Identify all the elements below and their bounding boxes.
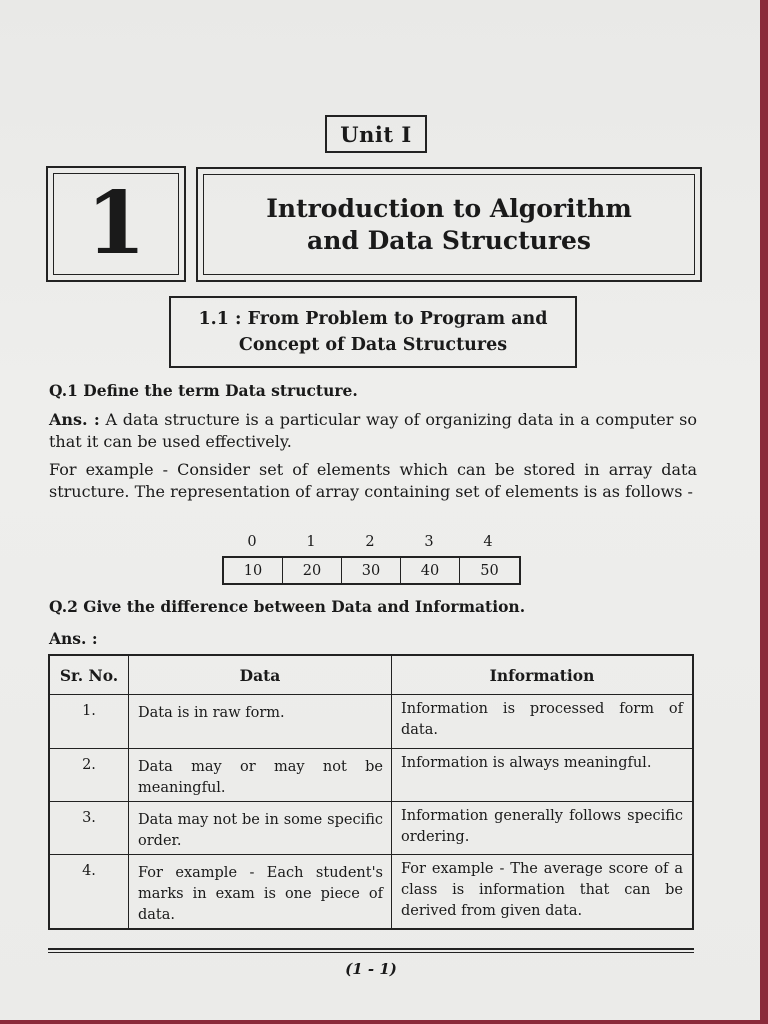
array-index: 3: [424, 534, 434, 550]
array-cell: 20: [283, 558, 342, 583]
chapter-title-line1: Introduction to Algorithm: [266, 193, 632, 223]
array-cell: 30: [342, 558, 401, 583]
table-cell-info: For example - The average score of a class is information that can be derived from given data.: [392, 855, 694, 930]
table-cell-sr: 2.: [49, 749, 129, 802]
section-heading: [169, 296, 577, 368]
table-header: Data: [129, 655, 392, 695]
chapter-number: 1: [53, 173, 179, 275]
question-1: Q.1 Define the term Data structure.: [49, 381, 358, 400]
table-cell-data: Data is in raw form.: [129, 695, 392, 749]
answer-1-label: Ans. :: [49, 410, 100, 429]
table-row: [49, 695, 693, 749]
answer-2-label: Ans. :: [49, 629, 98, 648]
table-cell-info: Information is processed form of data.: [392, 695, 694, 749]
table-header: Sr. No.: [49, 655, 129, 695]
table-cell-data: Data may or may not be meaningful.: [129, 749, 392, 802]
array-diagram: [222, 556, 521, 585]
chapter-title-box: [196, 167, 702, 282]
table-row: [49, 855, 693, 930]
table-header: Information: [392, 655, 694, 695]
array-cell: 10: [224, 558, 283, 583]
footer-rule: [48, 948, 694, 950]
unit-label: Unit I: [325, 115, 427, 153]
table-cell-sr: 3.: [49, 802, 129, 855]
table-header-row: [49, 655, 693, 695]
section-heading-line2: Concept of Data Structures: [238, 335, 508, 355]
section-heading-line1: 1.1 : From Problem to Program and: [198, 309, 548, 329]
array-cell: 40: [401, 558, 460, 583]
chapter-title-line2: and Data Structures: [307, 225, 591, 255]
chapter-number-box: [46, 166, 186, 282]
chapter-title: [203, 174, 695, 275]
array-index: 0: [247, 534, 257, 550]
answer-1-example: For example - Consider set of elements which can be stored in array data structure. The representation of array containing set of elements is as follows -: [49, 460, 697, 501]
answer-1: [49, 409, 697, 453]
table-row: [49, 802, 693, 855]
difference-table: [48, 654, 694, 930]
table-cell-sr: 4.: [49, 855, 129, 930]
array-index: 1: [306, 534, 316, 550]
table-cell-data: For example - Each student's marks in exam is one piece of data.: [129, 855, 392, 930]
table-cell-sr: 1.: [49, 695, 129, 749]
array-index: 4: [483, 534, 493, 550]
footer-rule-thin: [48, 952, 694, 953]
table-cell-info: Information generally follows specific ordering.: [392, 802, 694, 855]
table-row: [49, 749, 693, 802]
answer-1-text: A data structure is a particular way of organizing data in a computer so that it can be used effectively.: [49, 410, 697, 451]
table-cell-info: Information is always meaningful.: [392, 749, 694, 802]
page-number: (1 - 1): [345, 960, 397, 978]
array-cell: 50: [480, 562, 499, 579]
table-cell-data: Data may not be in some specific order.: [129, 802, 392, 855]
array-index: 2: [365, 534, 375, 550]
question-2: Q.2 Give the difference between Data and Information.: [49, 597, 526, 616]
